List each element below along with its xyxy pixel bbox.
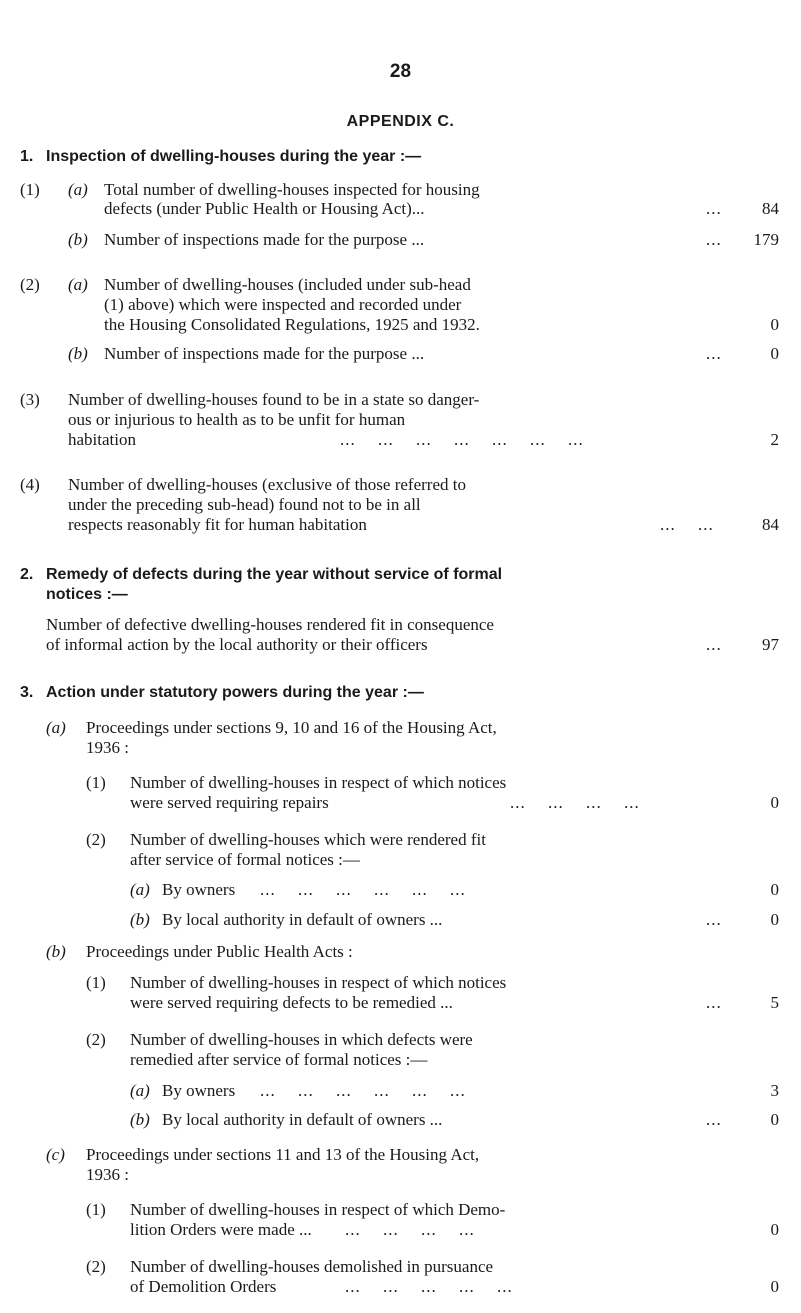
section-3-b-2-a-leader: ... ... ... ... ... ...	[260, 1081, 466, 1100]
section-3-b-2-b-text: By local authority in default of owners ...	[162, 1110, 443, 1129]
section-3-b-1-leader: ...	[706, 993, 722, 1012]
section-3-a-2-a-value: 0	[770, 880, 779, 899]
section-3-a-1-number: (1)	[86, 773, 106, 792]
section-3-b-1-number: (1)	[86, 973, 106, 992]
section-3-a-2-b-value: 0	[770, 910, 779, 929]
appendix-title: APPENDIX C.	[346, 113, 455, 130]
page-number: 28	[389, 61, 412, 82]
item-1-3-line2: ous or injurious to health as to be unfit for human	[68, 410, 406, 429]
section-3-b-2-a-label: (a)	[130, 1081, 150, 1100]
item-1-4-line1: Number of dwelling-houses (exclusive of those referred to	[68, 475, 466, 494]
section-3-a-2-line2: after service of formal notices :—	[130, 850, 360, 869]
section-3-c-line1: Proceedings under sections 11 and 13 of the Housing Act,	[86, 1145, 480, 1164]
section-3-a-2-line1: Number of dwelling-houses which were rendered fit	[130, 830, 486, 849]
section-3-b-2-a-value: 3	[770, 1081, 779, 1100]
item-1-3-value: 2	[770, 430, 779, 449]
item-1-1-b-text: Number of inspections made for the purpose ...	[104, 230, 425, 249]
section-3-b-2-a-text: By owners	[162, 1081, 236, 1100]
section-2-title-line2: notices :—	[46, 586, 128, 603]
item-1-1-b-label: (b)	[68, 230, 88, 249]
section-3-b-2-b-leader: ...	[706, 1110, 722, 1129]
item-1-1-a-label: (a)	[68, 180, 88, 199]
section-3-b-1-line1: Number of dwelling-houses in respect of which notices	[130, 973, 507, 992]
section-3-a-2-number: (2)	[86, 830, 106, 849]
section-3-c-1-number: (1)	[86, 1200, 106, 1219]
section-3-a-1-value: 0	[770, 793, 779, 812]
section-3-c-line2: 1936 :	[86, 1165, 129, 1184]
section-3-c-1-line1: Number of dwelling-houses in respect of which Demo-	[130, 1200, 506, 1219]
item-1-2-b-leader: ...	[706, 344, 722, 363]
section-3-a-1-line1: Number of dwelling-houses in respect of which notices	[130, 773, 507, 792]
item-1-2-a-label: (a)	[68, 275, 88, 294]
item-1-2-b-text: Number of inspections made for the purpose ...	[104, 344, 425, 363]
section-2-value: 97	[762, 635, 779, 654]
section-2-leader: ...	[706, 635, 722, 654]
section-3-a-2-a-leader: ... ... ... ... ... ...	[260, 880, 466, 899]
section-3-a-2-a-text: By owners	[162, 880, 236, 899]
item-1-1-b-leader: ...	[706, 230, 722, 249]
item-1-1-a-leader: ...	[706, 199, 722, 218]
item-1-3-line1: Number of dwelling-houses found to be in a state so danger-	[68, 390, 480, 409]
item-1-4-number: (4)	[20, 475, 40, 494]
section-3-a-line2: 1936 :	[86, 738, 129, 757]
item-1-4-line3: respects reasonably fit for human habitation	[68, 515, 367, 534]
item-1-2-a-line1: Number of dwelling-houses (included under sub-head	[104, 275, 471, 294]
section-3-a-2-b-label: (b)	[130, 910, 150, 929]
item-1-1-a-line2: defects (under Public Health or Housing Act)...	[104, 199, 425, 218]
item-1-4-line2: under the preceding sub-head) found not to be in all	[68, 495, 421, 514]
item-1-3-leader: ... ... ... ... ... ... ...	[340, 430, 584, 449]
section-3-b-2-b-label: (b)	[130, 1110, 150, 1129]
section-3-a-2-b-text: By local authority in default of owners ...	[162, 910, 443, 929]
section-3-b-2-b-value: 0	[770, 1110, 779, 1129]
section-2-line1: Number of defective dwelling-houses rendered fit in consequence	[46, 615, 494, 634]
item-1-1-number: (1)	[20, 180, 40, 199]
item-1-2-number: (2)	[20, 275, 40, 294]
section-3-c-2-line2: of Demolition Orders	[130, 1277, 277, 1296]
section-3-a-2-b-leader: ...	[706, 910, 722, 929]
item-1-2-a-line3: the Housing Consolidated Regulations, 1925 and 1932.	[104, 315, 480, 334]
section-3-b-2-number: (2)	[86, 1030, 106, 1049]
section-3-b-label: (b)	[46, 942, 66, 961]
item-1-4-value: 84	[762, 515, 779, 534]
section-3-c-1-leader: ... ... ... ...	[345, 1220, 475, 1239]
item-1-1-a-line1: Total number of dwelling-houses inspected for housing	[104, 180, 480, 199]
section-3-b-2-line1: Number of dwelling-houses in which defects were	[130, 1030, 473, 1049]
item-1-4-leader: ... ...	[660, 515, 714, 534]
item-1-2-b-label: (b)	[68, 344, 88, 363]
section-3-b-1-value: 5	[770, 993, 779, 1012]
item-1-1-b-value: 179	[753, 230, 779, 249]
section-3-c-1-value: 0	[770, 1220, 779, 1239]
item-1-2-a-value: 0	[770, 315, 779, 334]
section-3-c-2-line1: Number of dwelling-houses demolished in pursuance	[130, 1257, 494, 1276]
section-3-b-line1: Proceedings under Public Health Acts :	[86, 942, 353, 961]
section-1-number: 1.	[20, 148, 34, 165]
section-3-a-label: (a)	[46, 718, 66, 737]
section-3-number: 3.	[20, 684, 34, 701]
item-1-1-a-value: 84	[762, 199, 779, 218]
section-3-a-2-a-label: (a)	[130, 880, 150, 899]
section-2-number: 2.	[20, 566, 34, 583]
section-1-title: Inspection of dwelling-houses during the year :—	[46, 148, 422, 165]
item-1-2-b-value: 0	[770, 344, 779, 363]
section-3-a-1-line2: were served requiring repairs	[130, 793, 329, 812]
section-3-a-line1: Proceedings under sections 9, 10 and 16 of the Housing Act,	[86, 718, 497, 737]
item-1-3-line3: habitation	[68, 430, 136, 449]
section-3-c-1-line2: lition Orders were made ...	[130, 1220, 312, 1239]
item-1-3-number: (3)	[20, 390, 40, 409]
section-3-c-2-value: 0	[770, 1277, 779, 1296]
section-3-c-2-leader: ... ... ... ... ...	[345, 1277, 513, 1296]
section-3-title: Action under statutory powers during the year :—	[46, 684, 424, 701]
section-3-c-2-number: (2)	[86, 1257, 106, 1276]
section-2-line2: of informal action by the local authority or their officers	[46, 635, 428, 654]
section-3-b-1-line2: were served requiring defects to be remedied ...	[130, 993, 453, 1012]
item-1-2-a-line2: (1) above) which were inspected and recorded under	[104, 295, 462, 314]
section-3-a-1-leader: ... ... ... ...	[510, 793, 640, 812]
section-2-title-line1: Remedy of defects during the year without service of formal	[46, 566, 503, 583]
section-3-c-label: (c)	[46, 1145, 65, 1164]
section-3-b-2-line2: remedied after service of formal notices :—	[130, 1050, 428, 1069]
